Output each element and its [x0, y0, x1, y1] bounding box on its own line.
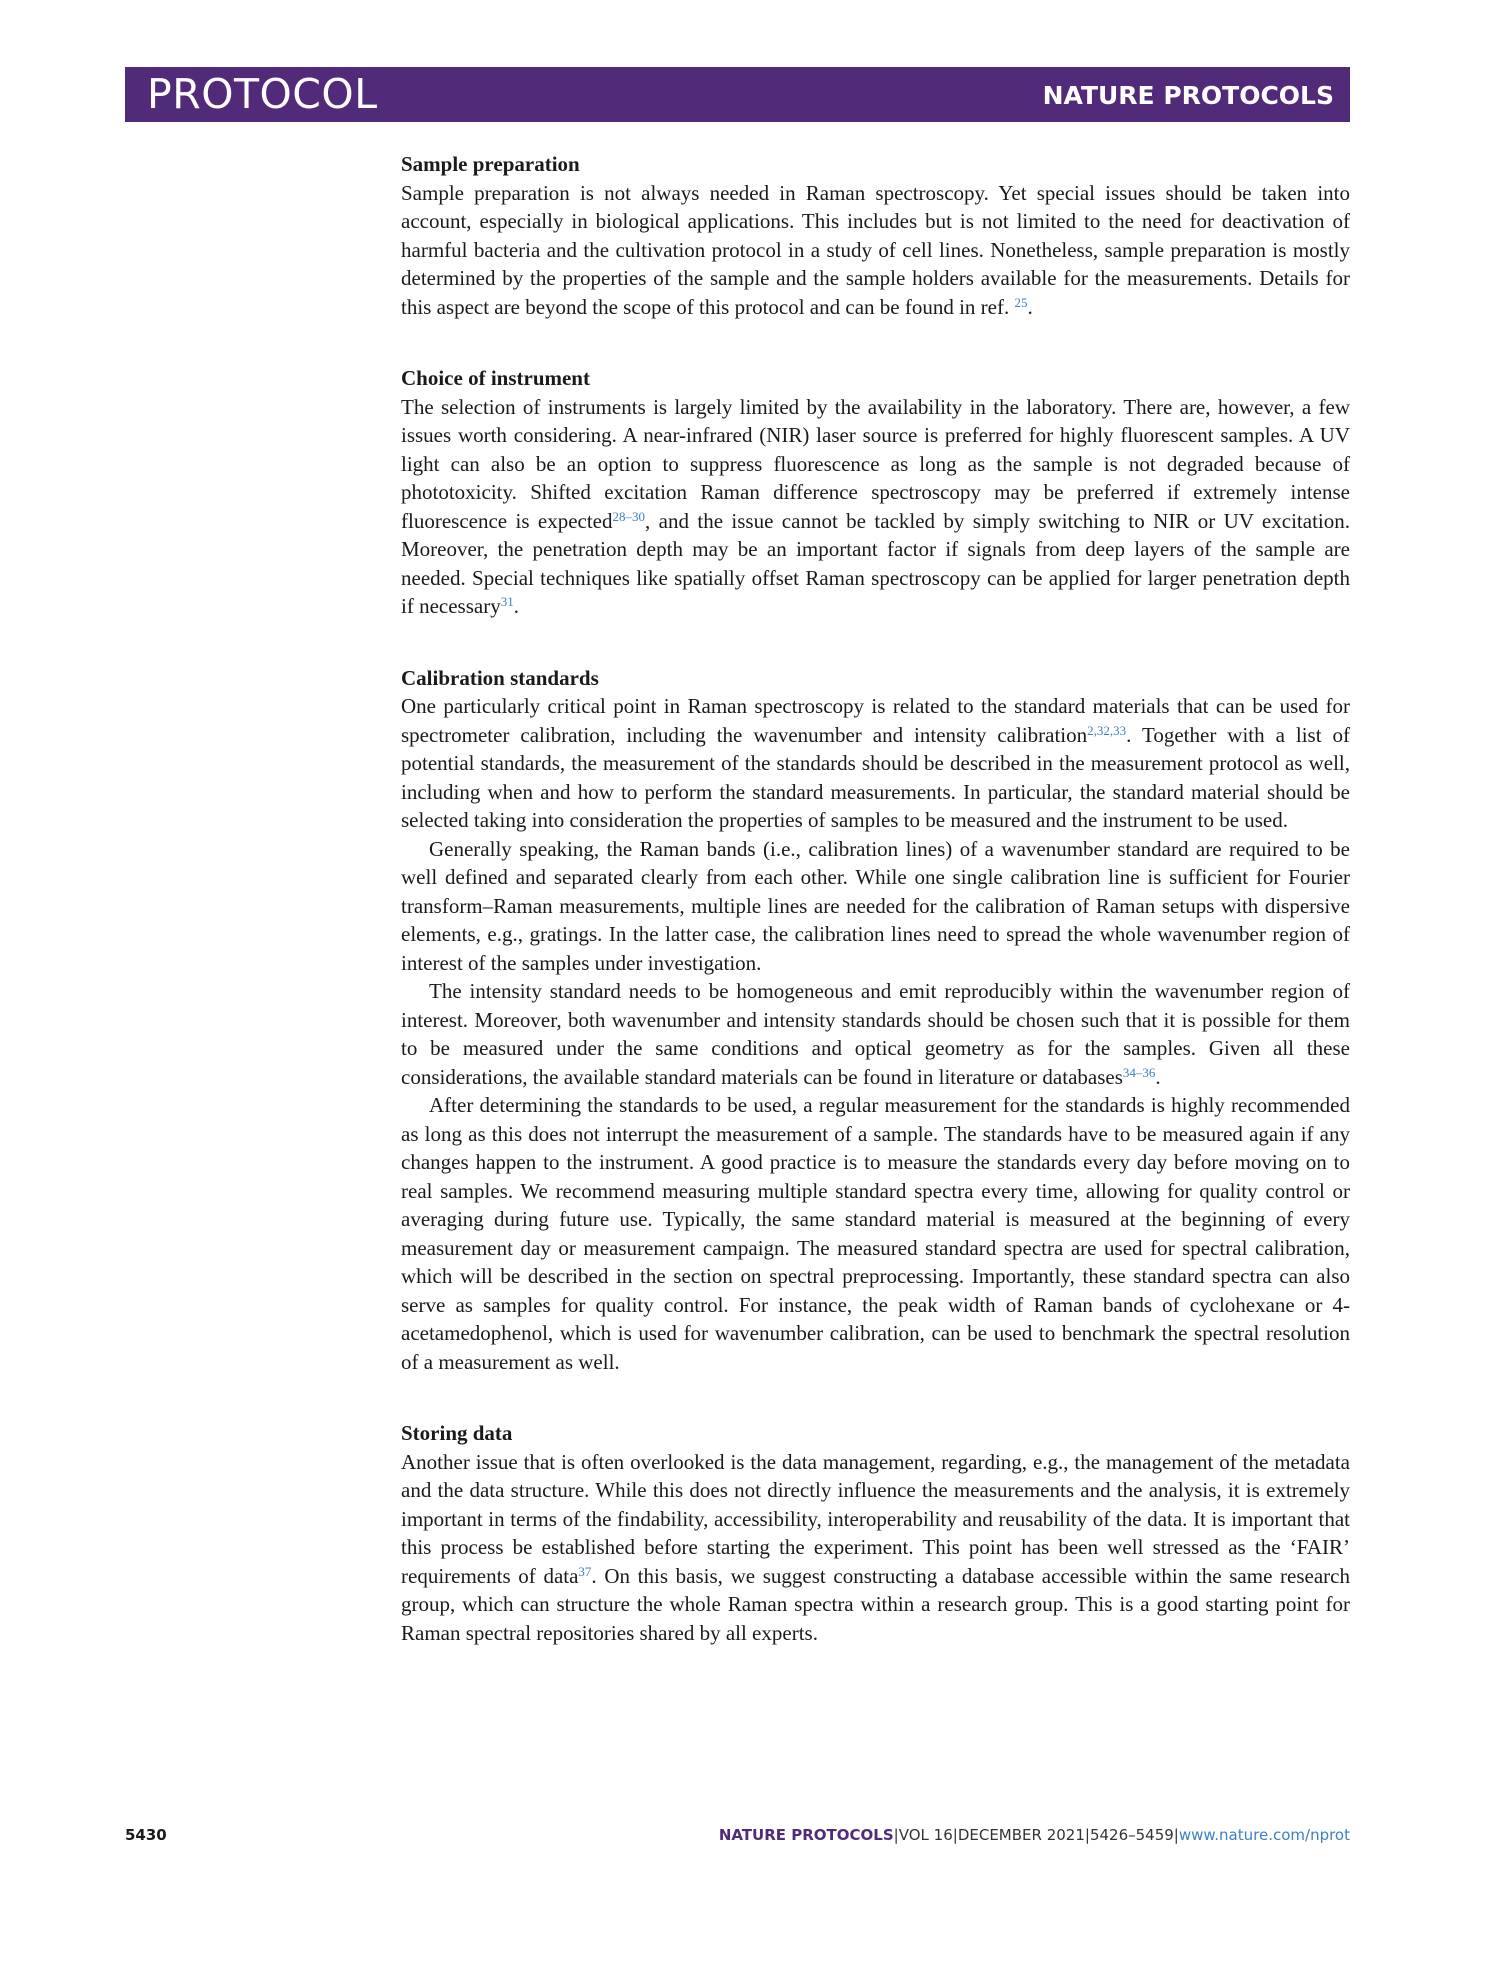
paragraph-end: . [1027, 294, 1033, 319]
header-banner [125, 67, 1350, 122]
reference-link[interactable]: 37 [578, 1563, 592, 1579]
section-heading: Choice of instrument [401, 366, 590, 390]
section-heading: Calibration standards [401, 665, 599, 690]
footer-separator: | [952, 1826, 958, 1844]
footer-url-link[interactable]: www.nature.com/nprot [1178, 1826, 1350, 1844]
footer-separator: | [1084, 1826, 1090, 1844]
article-type-label: PROTOCOL [147, 70, 378, 118]
section-choice-of-instrument [401, 364, 1350, 621]
footer-separator: | [893, 1826, 899, 1844]
paragraph-text: The selection of instruments is largely limited by the availability in the laboratory. There are, however, a few issues worth considering. A near-infrared (NIR) laser source is preferred for highly fluorescent samples. A UV light can also be an option to suppress fluorescence as long as the sample is not degraded because of phototoxicity. Shifted excitation Raman difference spectroscopy may be preferred if extremely intense fluorescence is expected [401, 394, 1350, 533]
paragraph: After determining the standards to be used, a regular measurement for the standards is highly recommended as long as this does not interrupt the measurement of a sample. The standards have to be measured again if any changes happen to the instrument. A good practice is to measure the standards every day before moving on to real samples. We recommend measuring multiple standard spectra every time, allowing for quality control or averaging during future use. Typically, the same standard material is measured at the beginning of every measurement day or measurement campaign. The measured standard spectra are used for spectral calibration, which will be described in the section on spectral preprocessing. Importantly, these standard spectra can also serve as samples for quality control. For instance, the peak width of Raman bands of cyclohexane or 4-acetamedophenol, which is used for wavenumber calibration, can be used to benchmark the spectral resolution of a measurement as well. [401, 1093, 1350, 1374]
paragraph [401, 692, 1350, 835]
paragraph [401, 977, 1350, 1091]
footer-pages: 5426–5459 [1089, 1826, 1174, 1844]
paragraph [401, 1448, 1350, 1648]
footer-journal: NATURE PROTOCOLS [718, 1826, 894, 1844]
section-heading: Storing data [401, 1421, 513, 1445]
page-number: 5430 [125, 1826, 167, 1844]
footer-volume: VOL 16 [898, 1826, 953, 1844]
paragraph-text: . Together with a list of potential standards, the measurement of the standards should be described in the measurement protocol as well, including when and how to perform the standard measurements. In particular, the standard material should be selected taking into consideration the properties of samples to be measured and the instrument to be used. [401, 722, 1350, 832]
reference-link[interactable]: 2,32,33 [1087, 722, 1127, 738]
section-calibration-standards [401, 664, 1350, 1377]
reference-link[interactable]: 34–36 [1122, 1064, 1156, 1080]
paragraph: Generally speaking, the Raman bands (i.e., calibration lines) of a wavenumber standard are required to be well defined and separated clearly from each other. While one single calibration line is sufficient for Fourier transform–Raman measurements, multiple lines are needed for the calibration of Raman setups with dispersive elements, e.g., gratings. In the latter case, the calibration lines need to spread the whole wavenumber region of interest of the samples under investigation. [401, 836, 1350, 975]
paragraph [401, 179, 1350, 322]
paragraph-text: One particularly critical point in Raman spectroscopy is related to the standard materials that can be used for spectrometer calibration, including the wavenumber and intensity calibration [401, 694, 1350, 747]
paragraph-text: . On this basis, we suggest constructing a database accessible within the same research group, which can structure the whole Raman spectra within a research group. This is a good starting point for Raman spectral repositories shared by all experts. [401, 1563, 1350, 1645]
reference-link[interactable]: 28–30 [612, 508, 646, 524]
paragraph [401, 393, 1350, 621]
footer-date: DECEMBER 2021 [957, 1826, 1085, 1844]
paragraph-text: Another issue that is often overlooked is the data management, regarding, e.g., the management of the metadata and the data structure. While this does not directly influence the measurements and the analysis, it is extremely important in terms of the findability, accessibility, interoperability and reusability of the data. It is important that this process be established before starting the experiment. This point has been well stressed as the ‘FAIR’ requirements of data [401, 1449, 1350, 1588]
paragraph-text: Sample preparation is not always needed in Raman spectroscopy. Yet special issues should be taken into account, especially in biological applications. This includes but is not limited to the need for deactivation of harmful bacteria and the cultivation protocol in a study of cell lines. Nonetheless, sample preparation is mostly determined by the properties of the sample and the sample holders available for the measurements. Details for this aspect are beyond the scope of this protocol and can be found in ref. [401, 180, 1350, 319]
paragraph-text: The intensity standard needs to be homogeneous and emit reproducibly within the wavenumber region of interest. Moreover, both wavenumber and intensity standards should be chosen such that it is possible for them to be measured under the same conditions and optical geometry as for the samples. Given all these considerations, the available standard materials can be found in literature or databases [401, 979, 1350, 1089]
journal-name-label: NATURE PROTOCOLS [1042, 81, 1334, 110]
section-sample-preparation [401, 150, 1350, 321]
paragraph-text: , and the issue cannot be tackled by simply switching to NIR or UV excitation. Moreover, the penetration depth may be an important factor if signals from deep layers of the sample are needed. Special techniques like spatially offset Raman spectroscopy can be applied for larger penetration depth if necessary [401, 508, 1350, 618]
footer-separator: | [1173, 1826, 1179, 1844]
article-body [401, 150, 1350, 1690]
paragraph-end: . [513, 594, 519, 618]
reference-link[interactable]: 25 [1014, 294, 1028, 310]
section-heading: Sample preparation [401, 152, 580, 176]
section-storing-data [401, 1419, 1350, 1647]
reference-link[interactable]: 31 [500, 594, 514, 609]
paragraph-end: . [1155, 1064, 1161, 1089]
footer-citation [719, 1826, 1350, 1844]
